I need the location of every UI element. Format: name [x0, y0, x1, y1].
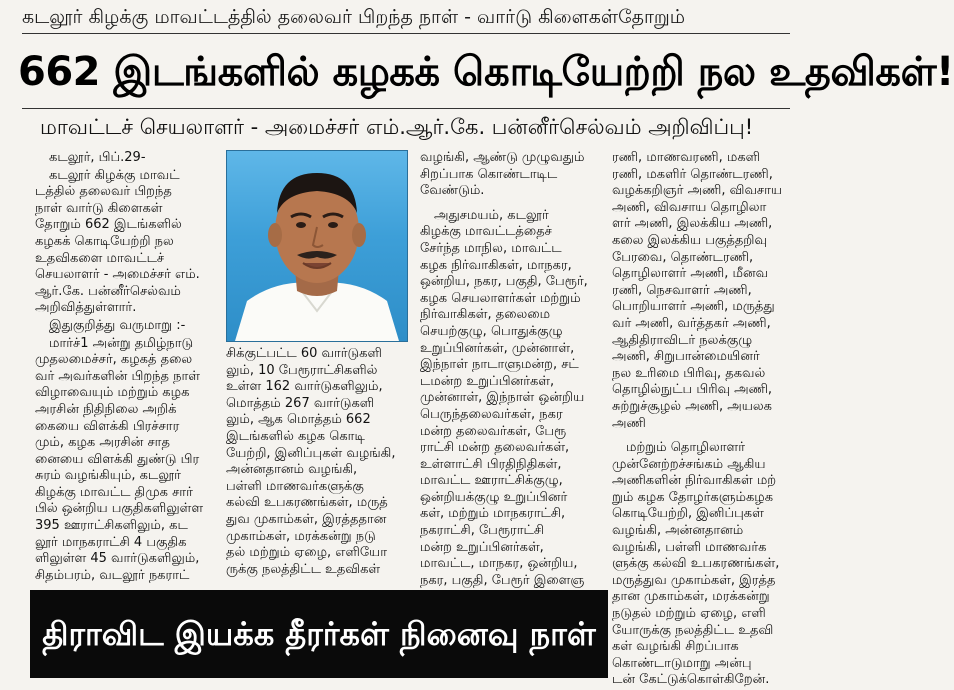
text-line: ளிலுள்ள 45 வார்டுகளிலும், [35, 551, 200, 567]
text-line: கல்வி உபகரணங்கள், மருத் [226, 495, 388, 511]
text-line: அறிவித்துள்ளார். [35, 300, 137, 316]
text-line: இந்நாள் நாடாளுமன்ற, சட் [420, 357, 579, 373]
text-line: டன் கேட்டுக்கொள்கிறேன். [612, 672, 770, 688]
text-line: முதலமைச்சர், கழகத் தலை [35, 352, 193, 368]
text-line: விழாவையும் மற்றும் கழக [35, 385, 190, 401]
text-line: கொடியேற்றி, இனிப்புகள் [612, 506, 764, 522]
text-line: சுற்றுச்சூழல் அணி, அயலக [612, 398, 772, 414]
text-line: ரணி, நெசவாளர் அணி, [612, 282, 752, 298]
text-line: இடங்களில் கழக கொடி [226, 428, 365, 444]
text-line: கள் வழங்கி சிறப்பாக [612, 639, 739, 655]
text-line: அணி [612, 415, 646, 431]
divider-headline [22, 108, 790, 109]
text-line: கடலூர் கிழக்கு மாவட் [49, 167, 180, 183]
text-line: மன்ற தலைவர்கள், பேரூ [420, 423, 567, 439]
paragraph-body [420, 208, 600, 590]
text-line: சேர்ந்த மாநில, மாவட்ட [420, 240, 562, 256]
text-line: வழங்கி, பள்ளி மாணவர்க [612, 539, 767, 555]
text-line: கிழக்கு மாவட்ட திமுக சார் [35, 484, 193, 500]
text-line: தொழில்நுட்ப பிரிவு அணி, [612, 382, 773, 398]
text-line: கிழக்கு மாவட்டத்தைச் [420, 224, 552, 240]
text-line: அரசின் நிதிநிலை அறிக் [35, 401, 177, 417]
text-line: கழகக் கொடியேற்றி நல [35, 233, 174, 249]
text-line: மன்ற உறுப்பினர்கள், [420, 539, 544, 555]
text-line: கையை விளக்கி பிரச்சார [35, 418, 180, 434]
text-line: மருத்துவ முகாம்கள், இரத்த [612, 572, 776, 588]
text-line: வர் அணி, வர்த்தகர் அணி, [612, 315, 771, 331]
text-line: ஒன்றியக்குழு உறுப்பினர் [420, 489, 568, 505]
text-line: அன்னதானம் வழங்கி, [226, 462, 358, 478]
text-line: கழக செயலாளர்கள் மற்றும் [420, 290, 581, 306]
text-line: ஒன்றிய, நகர, பகுதி, பேரூர், [420, 274, 588, 290]
commemoration-banner [30, 590, 608, 678]
paragraph-body [226, 346, 408, 578]
text-line: தான முகாம்கள், மரக்கன்று [612, 589, 770, 605]
text-line: நல உரிமை பிரிவு, தகவல் [612, 365, 766, 381]
text-line: பில் ஒன்றிய பகுதிகளிலுள்ள [35, 501, 204, 517]
text-line: டமன்ற உறுப்பினர்கள், [420, 373, 555, 389]
text-line: உள்ள 162 வார்டுகளிலும், [226, 379, 383, 395]
text-line: பேரவை, தொண்டரணி, [612, 249, 754, 265]
text-line: ளர் அணி, இலக்கிய அணி, [612, 216, 773, 232]
minister-photo [226, 150, 408, 342]
text-line: தொழிலாளர் அணி, மீனவ [612, 266, 769, 282]
text-line: முகாம்கள், மரக்கன்று நடு [226, 528, 376, 544]
text-line: கழக நிர்வாகிகள், மாநகர, [420, 257, 572, 273]
text-line: ஆர்.கே. பன்னீர்செல்வம் [35, 283, 181, 299]
text-line: கலை இலக்கிய பகுத்தறிவு [612, 232, 767, 248]
text-line: வழங்கி, அன்னதானம் [612, 523, 744, 539]
text-line: மாவட்ட ஊராட்சிக்குழு, [420, 473, 563, 489]
text-line: அணி, சிறுபான்மையினர் [612, 349, 760, 365]
text-line: உதவிகளை மாவட்டச் [35, 250, 165, 266]
text-line: முன்னேற்றச்சங்கம் ஆகிய [612, 456, 766, 472]
text-line: நடுதல் மற்றும் ஏழை, எளி [612, 606, 766, 622]
text-line: வர் அவர்களின் பிறந்த நாள் [35, 368, 200, 384]
text-line: உள்ளாட்சி பிரதிநிதிகள், [420, 456, 562, 472]
text-line: 395 ஊராட்சிகளிலும், கட [35, 518, 188, 534]
text-line: ஆதிதிராவிடர் நலக்குழு [612, 332, 753, 348]
text-line: யோருக்கு நலத்திட்ட உதவி [612, 622, 774, 638]
text-line: ரணி, மகளிர் தொண்டரணி, [612, 166, 773, 182]
text-line: தல் மற்றும் ஏழை, எளியோ [226, 545, 387, 561]
text-line: னையை விளக்கி துண்டு பிர [35, 451, 200, 467]
text-line: நகராட்சி, பேரூராட்சி [420, 523, 545, 539]
text-line: அணிகளின் நிர்வாகிகள் மற் [612, 473, 777, 489]
text-line: அதுசமயம், கடலூர் [434, 207, 549, 223]
dateline: கடலூர், பிப்.29- [49, 150, 146, 165]
paragraph-lead: இதுகுறித்து வருமாறு :- [49, 317, 186, 333]
text-line: ரணி, மாணவரணி, மகளி [612, 150, 761, 165]
text-line: அணி, விவசாய தொழிலா [612, 199, 767, 215]
text-line: லூர் மாநகராட்சி 4 பகுதிக [35, 534, 187, 550]
article-column-4 [612, 150, 794, 690]
portrait-illustration [227, 151, 407, 341]
text-line: மார்ச்1 அன்று தமிழ்நாடு [49, 335, 194, 351]
text-line: சிக்குட்பட்ட 60 வார்டுகளி [226, 346, 382, 361]
headline: 662 இடங்களில் கழகக் கொடியேற்றி நல உதவிகள்! [18, 49, 954, 95]
text-line: ளுக்கு கல்வி உபகரணங்கள், [612, 556, 780, 572]
paragraph-body [612, 150, 794, 432]
text-line: நிர்வாகிகள், தலைமை [420, 307, 551, 323]
text-line: தோறும் 662 இடங்களில் [35, 217, 182, 233]
text-line: ராட்சி மன்ற தலைவர்கள், [420, 440, 570, 456]
paragraph-body [612, 440, 794, 689]
text-line: சுரம் வழங்கியும், கடலூர் [35, 468, 181, 484]
text-line: லும், ஆக மொத்தம் 662 [226, 412, 371, 428]
text-line: மொத்தம் 267 வார்டுகளி [226, 395, 375, 411]
text-line: மாவட்ட, மாநகர, ஒன்றிய, [420, 556, 578, 572]
text-line: கள், மற்றும் மாநகராட்சி, [420, 506, 566, 522]
text-line: டத்தில் தலைவர் பிறந்த [35, 184, 172, 200]
article-column-3 [420, 150, 600, 590]
text-line: வேண்டும். [420, 183, 485, 199]
text-line: பெருந்தலைவர்கள், நகர [420, 406, 563, 422]
text-line: நகர, பகுதி, பேரூர் இளைஞ [420, 572, 585, 588]
text-line: மும், கழக அரசின் சாத [35, 435, 170, 451]
text-line: முன்னாள், இந்நாள் ஒன்றிய [420, 390, 585, 406]
text-line: நாள் வார்டு கிளைகள் [35, 200, 163, 216]
text-line: மற்றும் தொழிலாளர் [626, 440, 746, 456]
article-column-2 [226, 346, 408, 579]
text-line: வழக்கறிஞர் அணி, விவசாய [612, 183, 783, 199]
text-line: செயலாளர் - அமைச்சர் எம். [35, 267, 200, 283]
text-line: ருக்கு நலத்திட்ட உதவிகள் [226, 561, 381, 577]
paragraph-body [420, 150, 600, 200]
paragraph-intro [35, 168, 215, 317]
text-line: லும், 10 பேரூராட்சிகளில் [226, 362, 378, 378]
text-line: வழங்கி, ஆண்டு முழுவதும் [420, 150, 585, 165]
text-line: சிதம்பரம், வடலூர் நகராட் [35, 567, 190, 583]
text-line: பொறியாளர் அணி, மருத்து [612, 299, 775, 315]
article-column-1 [35, 150, 215, 585]
strapline: கடலூர் கிழக்கு மாவட்டத்தில் தலைவர் பிறந்த நாள் - வார்டு கிளைகள்தோறும் [22, 6, 686, 28]
text-line: கொண்டாடுமாறு அன்பு [612, 655, 752, 671]
text-line: உறுப்பினர்கள், முன்னாள், [420, 340, 575, 356]
text-line: செயற்குழு, பொதுக்குழு [420, 323, 563, 339]
subheadline: மாவட்டச் செயலாளர் - அமைச்சர் எம்.ஆர்.கே. பன்னீர்செல்வம் அறிவிப்பு! [40, 115, 754, 139]
divider-top [22, 33, 790, 34]
text-line: பள்ளி மாணவர்களுக்கு [226, 478, 364, 494]
text-line: யேற்றி, இனிப்புகள் வழங்கி, [226, 445, 396, 461]
text-line: துவ முகாம்கள், இரத்ததான [226, 511, 387, 527]
banner-title: திராவிட இயக்க தீரர்கள் நினைவு நாள் [42, 615, 596, 653]
text-line: றும் கழக தோழர்களும்கழக [612, 489, 774, 505]
paragraph-body [35, 336, 215, 585]
text-line: சிறப்பாக கொண்டாடிட [420, 166, 558, 182]
